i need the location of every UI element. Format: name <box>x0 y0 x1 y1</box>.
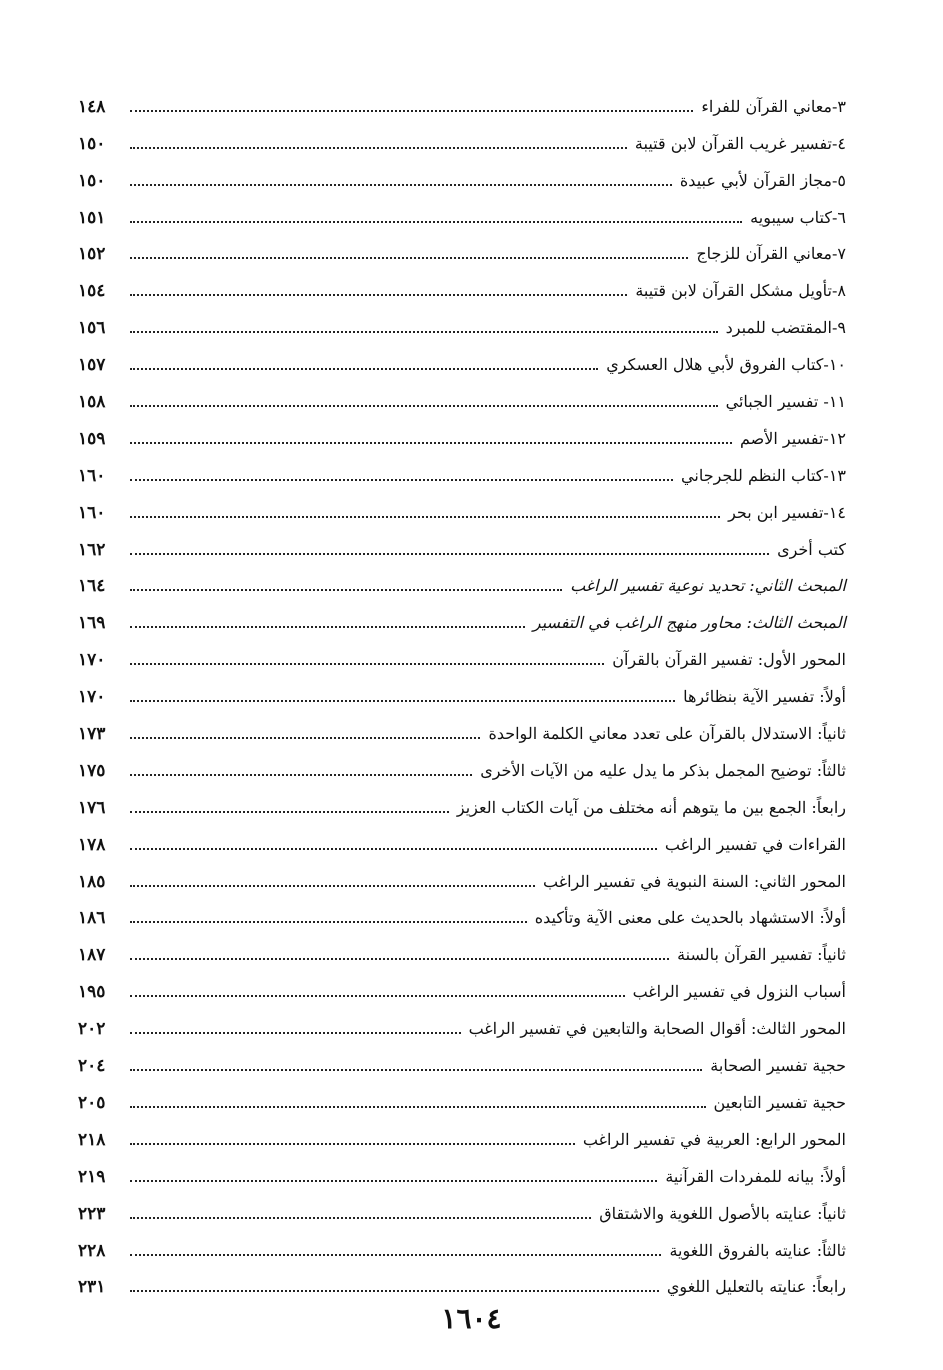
toc-entry-page: ٢٢٣ <box>78 1203 106 1224</box>
toc-entry-page: ١٥٠ <box>78 170 106 191</box>
toc-entry <box>78 228 846 265</box>
toc-entry-title: ٥-مجاز القرآن لأبي عبيدة <box>679 170 846 190</box>
toc-entry <box>78 965 846 1002</box>
dot-leader <box>130 1180 657 1182</box>
toc-entry-page: ١٦٩ <box>78 613 106 634</box>
toc-entry-title: رابعاً: الجمع بين ما يتوهم أنه مختلف من آيات الكتاب العزيز <box>456 797 846 817</box>
dot-leader <box>130 1143 575 1145</box>
toc-entry-title: ثالثاً: عنايته بالفروق اللغوية <box>669 1240 846 1260</box>
dot-leader <box>130 663 604 665</box>
toc-entry-page: ١٥٧ <box>78 355 106 376</box>
toc-entry-title: ٧-معاني القرآن للزجاج <box>696 244 846 264</box>
dot-leader <box>130 626 525 628</box>
toc-entry-page: ١٧٠ <box>78 650 106 671</box>
toc-entry-page: ١٥٢ <box>78 244 106 265</box>
toc-entry <box>78 560 846 597</box>
toc-entry-title: ١٤-تفسير ابن بحر <box>728 502 846 522</box>
toc-entry-page: ٢٠٤ <box>78 1056 106 1077</box>
dot-leader <box>130 995 625 997</box>
dot-leader <box>130 921 527 923</box>
toc-entry-page: ٢١٩ <box>78 1166 106 1187</box>
toc-entry-page: ٢٣١ <box>78 1277 106 1298</box>
toc-entry <box>78 744 846 781</box>
toc-entry <box>78 670 846 707</box>
dot-leader <box>130 516 720 518</box>
toc-entry-title: أولاً: تفسير الآية بنظائرها <box>683 687 846 707</box>
toc-entry-page: ٢١٨ <box>78 1129 106 1150</box>
toc-entry <box>78 80 846 117</box>
toc-entry-title: ١٢-تفسير الأصم <box>740 428 846 448</box>
toc-entry <box>78 707 846 744</box>
dot-leader <box>130 184 672 186</box>
toc-entry-title: المبحث الثاني: تحديد نوعية تفسير الراغب <box>570 576 846 596</box>
toc-entry-title: ٨-تأويل مشكل القرآن لابن قتيبة <box>635 281 846 301</box>
toc-entry <box>78 412 846 449</box>
toc-entry-title: أسباب النزول في تفسير الراغب <box>632 982 846 1002</box>
dot-leader <box>130 1290 659 1292</box>
toc-entry <box>78 1224 846 1261</box>
toc-entry-title: كتب أخرى <box>777 539 846 559</box>
page-number: ١٦٠٤ <box>441 1302 502 1335</box>
toc-entry <box>78 523 846 560</box>
toc-entry <box>78 781 846 818</box>
dot-leader <box>130 885 535 887</box>
toc-entry-page: ١٥١ <box>78 207 106 228</box>
toc-entry-title: المحور الرابع: العربية في تفسير الراغب <box>582 1129 846 1149</box>
toc-entry <box>78 1002 846 1039</box>
dot-leader <box>130 405 718 407</box>
dot-leader <box>130 442 732 444</box>
toc-entry <box>78 301 846 338</box>
toc-entry <box>78 264 846 301</box>
toc-entry <box>78 596 846 633</box>
toc-entry <box>78 633 846 670</box>
toc-entry-title: ٩-المقتضب للمبرد <box>725 318 846 338</box>
dot-leader <box>130 1069 702 1071</box>
toc-entry-page: ١٥٠ <box>78 133 106 154</box>
toc-entry-page: ١٥٤ <box>78 281 106 302</box>
toc-entry-page: ١٧٦ <box>78 797 106 818</box>
toc-entry-page: ٢٢٨ <box>78 1240 106 1261</box>
table-of-contents <box>78 80 846 1297</box>
toc-entry-title: ٦-كتاب سيبويه <box>750 207 846 227</box>
dot-leader <box>130 368 598 370</box>
toc-entry <box>78 818 846 855</box>
toc-entry-page: ٢٠٢ <box>78 1019 106 1040</box>
toc-entry <box>78 1039 846 1076</box>
toc-entry-title: ٤-تفسير غريب القرآن لابن قتيبة <box>634 133 846 153</box>
toc-entry-page: ١٧٣ <box>78 724 106 745</box>
toc-entry <box>78 117 846 154</box>
dot-leader <box>130 294 627 296</box>
toc-entry-page: ١٥٦ <box>78 318 106 339</box>
toc-entry-title: حجية تفسير التابعين <box>713 1092 846 1112</box>
toc-entry <box>78 855 846 892</box>
dot-leader <box>130 848 657 850</box>
dot-leader <box>130 110 693 112</box>
toc-entry-title: المحور الثاني: السنة النبوية في تفسير الراغب <box>542 871 846 891</box>
toc-entry-title: ثانياً: عنايته بالأصول اللغوية والاشتقاق <box>599 1203 846 1223</box>
toc-entry-page: ١٦٤ <box>78 576 106 597</box>
dot-leader <box>130 589 562 591</box>
toc-entry-page: ١٨٦ <box>78 908 106 929</box>
toc-entry-page: ١٦٢ <box>78 539 106 560</box>
toc-entry-page: ١٦٠ <box>78 465 106 486</box>
toc-entry-title: ثانياً: تفسير القرآن بالسنة <box>677 945 846 965</box>
toc-entry <box>78 1113 846 1150</box>
toc-entry <box>78 1187 846 1224</box>
toc-entry-title: المحور الثالث: أقوال الصحابة والتابعين في تفسير الراغب <box>468 1019 846 1039</box>
toc-entry-title: ثالثاً: توضيح المجمل بذكر ما يدل عليه من الآيات الأخرى <box>480 760 846 780</box>
toc-entry <box>78 1150 846 1187</box>
toc-entry <box>78 1261 846 1298</box>
toc-entry-page: ١٨٧ <box>78 945 106 966</box>
toc-entry-page: ١٤٨ <box>78 96 106 117</box>
toc-entry-page: ١٧٥ <box>78 760 106 781</box>
dot-leader <box>130 479 673 481</box>
toc-entry-title: ثانياً: الاستدلال بالقرآن على تعدد معاني الكلمة الواحدة <box>488 724 846 744</box>
toc-entry-title: ١١- تفسير الجبائي <box>725 392 846 412</box>
toc-entry-title: رابعاً: عنايته بالتعليل اللغوي <box>666 1277 846 1297</box>
toc-entry-page: ١٥٨ <box>78 392 106 413</box>
toc-entry-page: ١٩٥ <box>78 982 106 1003</box>
toc-entry-title: أولاً: بيانه للمفردات القرآنية <box>665 1166 846 1186</box>
dot-leader <box>130 1217 591 1219</box>
dot-leader <box>130 257 688 259</box>
toc-entry-title: ٣-معاني القرآن للفراء <box>701 96 846 116</box>
toc-entry-page: ١٥٩ <box>78 428 106 449</box>
dot-leader <box>130 958 669 960</box>
toc-entry-page: ١٨٥ <box>78 871 106 892</box>
toc-entry-page: ٢٠٥ <box>78 1092 106 1113</box>
toc-entry-page: ١٦٠ <box>78 502 106 523</box>
dot-leader <box>130 774 472 776</box>
toc-entry <box>78 486 846 523</box>
dot-leader <box>130 700 675 702</box>
dot-leader <box>130 147 627 149</box>
dot-leader <box>130 737 480 739</box>
dot-leader <box>130 1032 461 1034</box>
toc-entry-page: ١٧٨ <box>78 834 106 855</box>
toc-entry <box>78 375 846 412</box>
dot-leader <box>130 1254 661 1256</box>
toc-entry <box>78 928 846 965</box>
toc-entry <box>78 449 846 486</box>
dot-leader <box>130 221 742 223</box>
toc-entry-title: ١٠-كتاب الفروق لأبي هلال العسكري <box>606 355 846 375</box>
dot-leader <box>130 331 718 333</box>
toc-entry <box>78 191 846 228</box>
dot-leader <box>130 1106 706 1108</box>
toc-entry-title: المحور الأول: تفسير القرآن بالقرآن <box>612 650 846 670</box>
dot-leader <box>130 553 769 555</box>
toc-entry <box>78 338 846 375</box>
toc-entry-page: ١٧٠ <box>78 687 106 708</box>
toc-entry-title: أولاً: الاستشهاد بالحديث على معنى الآية وتأكيده <box>534 908 846 928</box>
toc-entry-title: ١٣-كتاب النظم للجرجاني <box>681 465 846 485</box>
toc-entry <box>78 154 846 191</box>
toc-entry-title: المبحث الثالث: محاور منهج الراغب في التفسير <box>532 613 846 633</box>
toc-entry-title: القراءات في تفسير الراغب <box>664 834 846 854</box>
dot-leader <box>130 811 449 813</box>
toc-entry <box>78 892 846 929</box>
toc-entry-title: حجية تفسير الصحابة <box>710 1056 846 1076</box>
toc-entry <box>78 1076 846 1113</box>
